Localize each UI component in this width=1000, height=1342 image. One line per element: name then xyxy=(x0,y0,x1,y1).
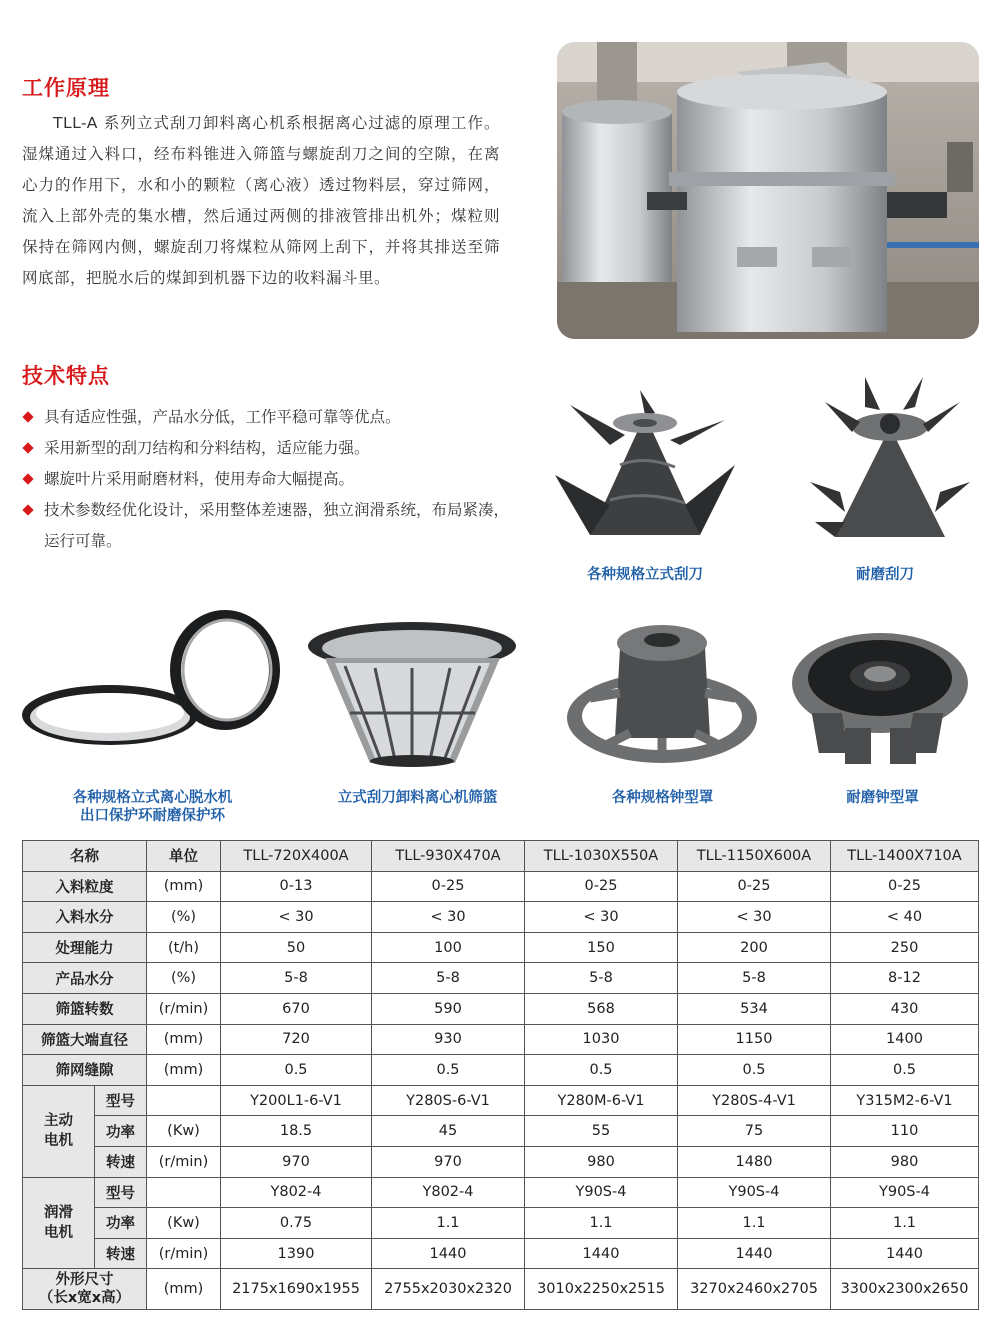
dimensions-label-line2: （长x宽x高） xyxy=(38,1290,131,1307)
table-cell: 1150 xyxy=(678,1024,831,1055)
table-cell: 150 xyxy=(525,932,678,963)
diamond-bullet-icon xyxy=(22,442,33,453)
table-cell: 5-8 xyxy=(372,963,525,994)
table-cell: 3010x2250x2515 xyxy=(525,1269,678,1310)
specifications-table xyxy=(22,840,979,1310)
row-unit: (r/min) xyxy=(147,1146,221,1177)
caption-wear-resistant-bell-cover: 耐磨钟型罩 xyxy=(846,789,919,806)
table-cell: 0-25 xyxy=(678,871,831,902)
diamond-bullet-icon xyxy=(22,411,33,422)
table-cell: < 30 xyxy=(221,902,372,933)
row-label: 型号 xyxy=(95,1085,147,1116)
table-row xyxy=(23,1116,979,1147)
table-row xyxy=(23,1269,979,1310)
table-row xyxy=(23,902,979,933)
row-label: 功率 xyxy=(95,1208,147,1239)
table-cell: 45 xyxy=(372,1116,525,1147)
caption-protection-rings xyxy=(20,789,285,825)
table-cell: 2755x2030x2320 xyxy=(372,1269,525,1310)
row-label: 入料水分 xyxy=(23,902,147,933)
table-cell: 1440 xyxy=(525,1238,678,1269)
table-cell: 534 xyxy=(678,993,831,1024)
table-cell: 0.5 xyxy=(678,1055,831,1086)
row-unit: (mm) xyxy=(147,871,221,902)
row-unit: (mm) xyxy=(147,1024,221,1055)
table-cell: 1440 xyxy=(678,1238,831,1269)
row-label: 产品水分 xyxy=(23,963,147,994)
table-cell: 18.5 xyxy=(221,1116,372,1147)
row-unit: (mm) xyxy=(147,1269,221,1310)
table-cell: 1.1 xyxy=(678,1208,831,1239)
table-cell: 0-25 xyxy=(525,871,678,902)
table-row xyxy=(23,993,979,1024)
table-cell: 670 xyxy=(221,993,372,1024)
row-unit: (%) xyxy=(147,963,221,994)
header-model: TLL-1150X600A xyxy=(678,841,831,872)
diamond-bullet-icon xyxy=(22,473,33,484)
section-title-working-principle: 工作原理 xyxy=(22,76,110,100)
table-cell: 930 xyxy=(372,1024,525,1055)
table-cell: 2175x1690x1955 xyxy=(221,1269,372,1310)
table-cell: 0.5 xyxy=(221,1055,372,1086)
protection-rings-photo xyxy=(15,605,285,760)
header-unit: 单位 xyxy=(147,841,221,872)
table-row xyxy=(23,1177,979,1208)
caption-screen-basket: 立式刮刀卸料离心机筛篮 xyxy=(337,789,498,806)
header-model: TLL-720X400A xyxy=(221,841,372,872)
table-row xyxy=(23,1238,979,1269)
feature-item: 技术参数经优化设计，采用整体差速器，独立润滑系统，布局紧凑，运行可靠。 xyxy=(22,495,512,557)
table-cell: < 30 xyxy=(678,902,831,933)
wear-resistant-scraper-photo xyxy=(805,372,975,552)
table-cell: Y90S-4 xyxy=(525,1177,678,1208)
row-label: 功率 xyxy=(95,1116,147,1147)
table-row xyxy=(23,1146,979,1177)
caption-wear-resistant-scraper: 耐磨刮刀 xyxy=(856,566,914,583)
diamond-bullet-icon xyxy=(22,504,33,515)
table-row xyxy=(23,932,979,963)
table-cell: 55 xyxy=(525,1116,678,1147)
feature-item: 具有适应性强，产品水分低，工作平稳可靠等优点。 xyxy=(22,402,512,433)
table-cell: Y280S-4-V1 xyxy=(678,1085,831,1116)
row-unit: (t/h) xyxy=(147,932,221,963)
row-unit: (%) xyxy=(147,902,221,933)
table-cell: 0-25 xyxy=(831,871,979,902)
working-principle-text: TLL-A 系列立式刮刀卸料离心机系根据离心过滤的原理工作。湿煤通过入料口，经布料锥进入筛篮与螺旋刮刀之间的空隙，在离心力的作用下，水和小的颗粒（离心液）透过物料层，穿过筛网，流入上部外壳的集水槽，然后通过两侧的排液管排出机外；煤粒则保持在筛网内侧，螺旋刮刀将煤粒从筛网上刮下，并将其排送至筛网底部，把脱水后的煤卸到机器下边的收料漏斗里。 xyxy=(22,114,500,287)
table-row xyxy=(23,1085,979,1116)
table-cell: Y802-4 xyxy=(372,1177,525,1208)
row-label: 入料粒度 xyxy=(23,871,147,902)
table-cell: 250 xyxy=(831,932,979,963)
table-cell: < 40 xyxy=(831,902,979,933)
table-cell: 50 xyxy=(221,932,372,963)
table-cell: 8-12 xyxy=(831,963,979,994)
table-cell: Y280S-6-V1 xyxy=(372,1085,525,1116)
table-cell: Y802-4 xyxy=(221,1177,372,1208)
table-header-row xyxy=(23,841,979,872)
row-unit: (Kw) xyxy=(147,1116,221,1147)
table-cell: 970 xyxy=(372,1146,525,1177)
row-unit xyxy=(147,1177,221,1208)
table-cell: 3300x2300x2650 xyxy=(831,1269,979,1310)
row-label: 型号 xyxy=(95,1177,147,1208)
bell-cover-photo xyxy=(560,598,765,773)
caption-vertical-scraper: 各种规格立式刮刀 xyxy=(587,566,703,583)
row-label: 转速 xyxy=(95,1146,147,1177)
table-cell: 200 xyxy=(678,932,831,963)
row-unit: (r/min) xyxy=(147,993,221,1024)
table-cell: 980 xyxy=(525,1146,678,1177)
section-title-technical-features: 技术特点 xyxy=(22,364,110,388)
wear-resistant-bell-cover-photo xyxy=(785,618,975,768)
row-label: 筛篮转数 xyxy=(23,993,147,1024)
table-cell: 0.5 xyxy=(831,1055,979,1086)
table-cell: 110 xyxy=(831,1116,979,1147)
table-row xyxy=(23,963,979,994)
row-unit: (r/min) xyxy=(147,1238,221,1269)
table-cell: 1390 xyxy=(221,1238,372,1269)
table-cell: Y280M-6-V1 xyxy=(525,1085,678,1116)
row-label: 转速 xyxy=(95,1238,147,1269)
row-unit xyxy=(147,1085,221,1116)
vertical-scraper-photo xyxy=(550,385,740,555)
table-cell: 1440 xyxy=(831,1238,979,1269)
table-cell: 0-25 xyxy=(372,871,525,902)
table-cell: 1.1 xyxy=(372,1208,525,1239)
table-cell: 430 xyxy=(831,993,979,1024)
table-cell: 590 xyxy=(372,993,525,1024)
table-cell: 0-13 xyxy=(221,871,372,902)
row-label: 处理能力 xyxy=(23,932,147,963)
caption-protection-rings-line2: 出口保护环耐磨保护环 xyxy=(80,807,225,824)
caption-protection-rings-line1: 各种规格立式离心脱水机 xyxy=(72,789,233,806)
table-cell: 1480 xyxy=(678,1146,831,1177)
table-cell: 568 xyxy=(525,993,678,1024)
table-cell: 75 xyxy=(678,1116,831,1147)
row-label: 筛网缝隙 xyxy=(23,1055,147,1086)
table-cell: Y90S-4 xyxy=(678,1177,831,1208)
row-unit: (Kw) xyxy=(147,1208,221,1239)
caption-bell-cover: 各种规格钟型罩 xyxy=(611,789,714,806)
group-label-main-motor: 主动电机 xyxy=(23,1085,95,1177)
table-cell: 100 xyxy=(372,932,525,963)
centrifuge-installation-photo xyxy=(557,42,979,339)
row-label-dimensions xyxy=(23,1269,147,1310)
table-cell: < 30 xyxy=(372,902,525,933)
table-cell: 5-8 xyxy=(221,963,372,994)
row-unit: (mm) xyxy=(147,1055,221,1086)
table-cell: 1.1 xyxy=(831,1208,979,1239)
table-cell: 1400 xyxy=(831,1024,979,1055)
feature-item: 采用新型的刮刀结构和分料结构，适应能力强。 xyxy=(22,433,512,464)
table-cell: < 30 xyxy=(525,902,678,933)
table-cell: 1440 xyxy=(372,1238,525,1269)
table-cell: 5-8 xyxy=(525,963,678,994)
header-model: TLL-1030X550A xyxy=(525,841,678,872)
table-cell: 0.75 xyxy=(221,1208,372,1239)
table-cell: 3270x2460x2705 xyxy=(678,1269,831,1310)
screen-basket-photo xyxy=(305,618,520,768)
dimensions-label-line1: 外形尺寸 xyxy=(55,1272,114,1289)
table-cell: Y200L1-6-V1 xyxy=(221,1085,372,1116)
row-label: 筛篮大端直径 xyxy=(23,1024,147,1055)
table-row xyxy=(23,1024,979,1055)
table-row xyxy=(23,1208,979,1239)
table-cell: Y90S-4 xyxy=(831,1177,979,1208)
header-model: TLL-930X470A xyxy=(372,841,525,872)
header-model: TLL-1400X710A xyxy=(831,841,979,872)
table-cell: 1.1 xyxy=(525,1208,678,1239)
table-row xyxy=(23,1055,979,1086)
table-cell: 0.5 xyxy=(372,1055,525,1086)
feature-item: 螺旋叶片采用耐磨材料，使用寿命大幅提高。 xyxy=(22,464,512,495)
group-label-lube-motor: 润滑电机 xyxy=(23,1177,95,1269)
header-name: 名称 xyxy=(23,841,147,872)
table-cell: Y315M2-6-V1 xyxy=(831,1085,979,1116)
table-cell: 5-8 xyxy=(678,963,831,994)
table-cell: 0.5 xyxy=(525,1055,678,1086)
table-cell: 980 xyxy=(831,1146,979,1177)
table-cell: 720 xyxy=(221,1024,372,1055)
table-row xyxy=(23,871,979,902)
table-cell: 970 xyxy=(221,1146,372,1177)
technical-features-list xyxy=(22,402,512,557)
table-cell: 1030 xyxy=(525,1024,678,1055)
